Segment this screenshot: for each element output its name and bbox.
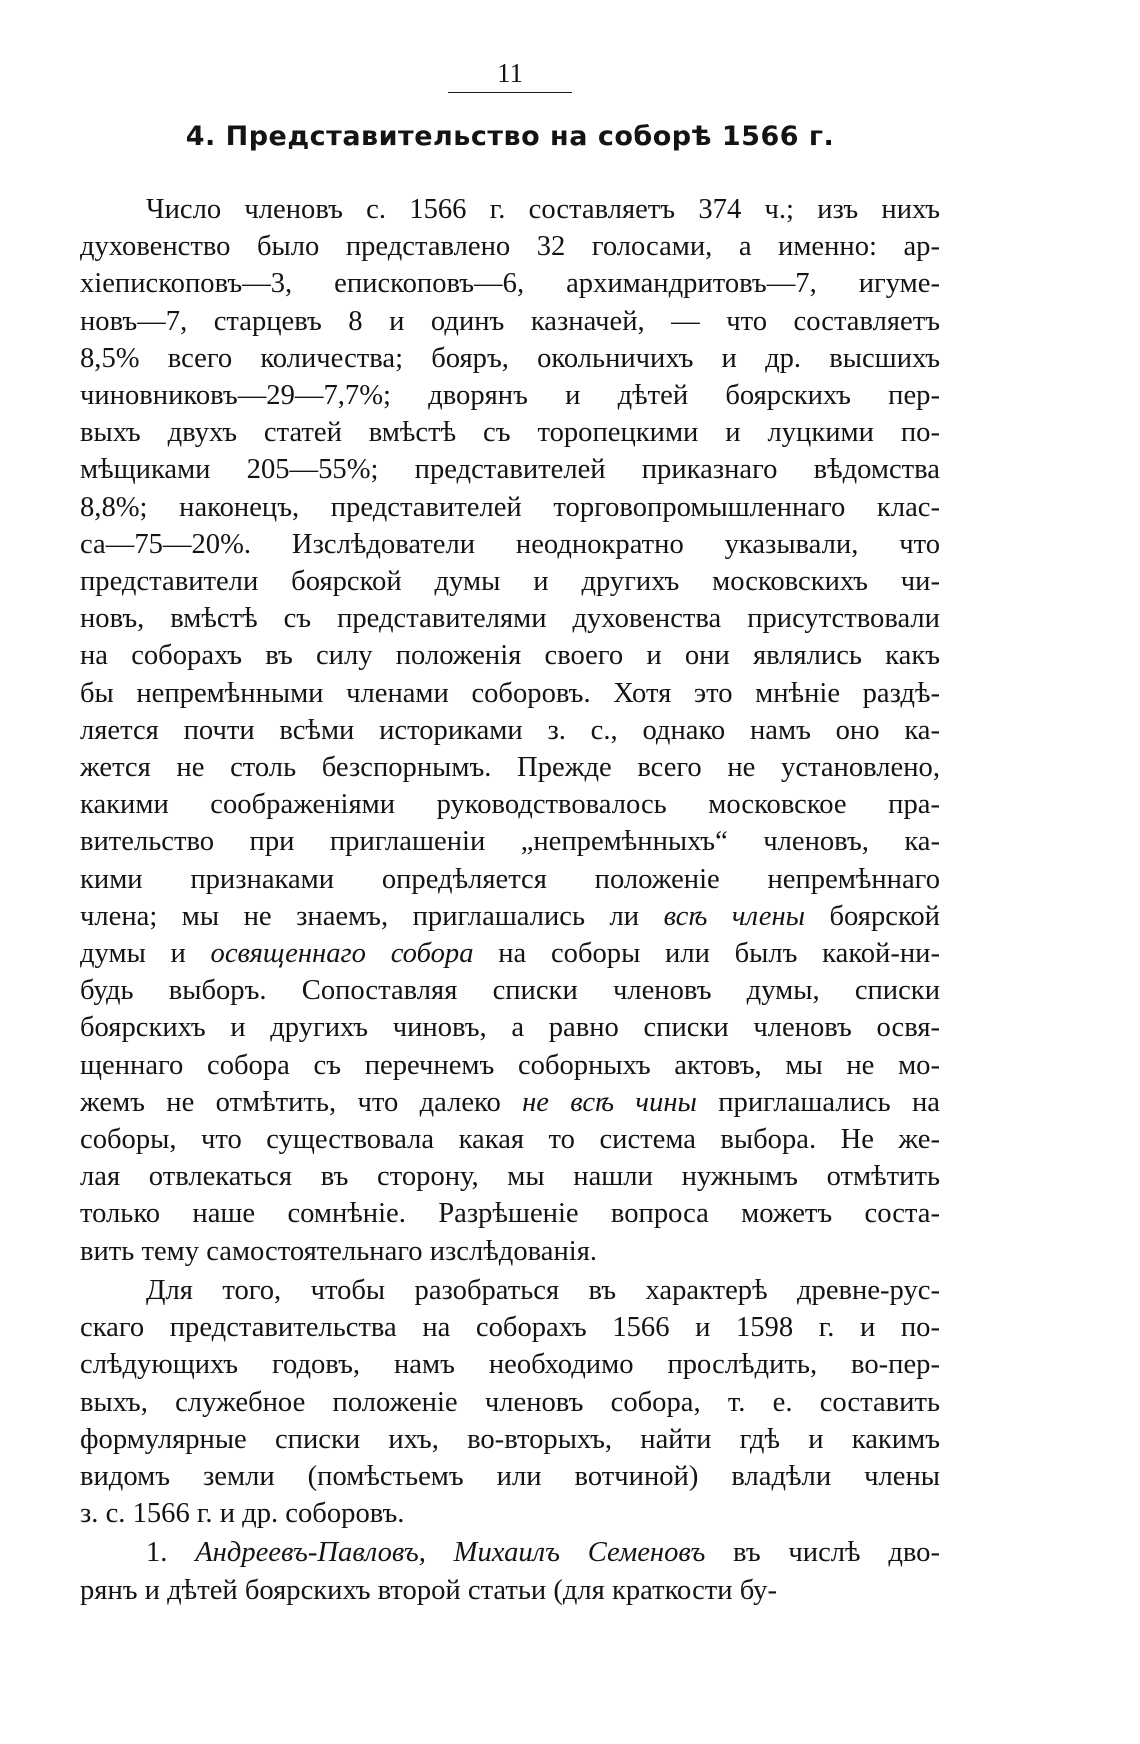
italic-segment: не всѣ чины	[522, 1086, 697, 1118]
text-segment: видомъ земли (помѣстьемъ или вотчиной) владѣли члены	[80, 1460, 940, 1492]
italic-segment: всѣ члены	[663, 900, 805, 932]
paragraph	[80, 1272, 940, 1532]
text-segment: какими соображеніями руководствовалось московское пра-	[80, 789, 940, 821]
text-line	[80, 191, 940, 228]
text-line	[80, 712, 940, 749]
text-segment: будь выборъ. Сопоставляя списки членовъ думы, списки	[80, 975, 940, 1007]
text-segment: бы непремѣнными членами соборовъ. Хотя это мнѣніе раздѣ-	[80, 677, 940, 709]
text-segment: боярской	[805, 900, 940, 932]
page-number: 11	[497, 58, 523, 88]
text-segment: формулярные списки ихъ, во-вторыхъ, найти гдѣ и какимъ	[80, 1423, 940, 1455]
text-segment: рянъ и дѣтей боярскихъ второй статьи (для краткости бу-	[80, 1574, 777, 1606]
text-segment: на соборы или былъ какой-ни-	[473, 938, 940, 970]
text-line	[80, 823, 940, 860]
text-segment: чиновниковъ—29—7,7%; дворянъ и дѣтей боярскихъ пер-	[80, 380, 940, 412]
text-line	[80, 377, 940, 414]
text-segment: хіепископовъ—3, епископовъ—6, архимандритовъ—7, игуме-	[80, 268, 940, 300]
text-line	[80, 1272, 940, 1309]
text-line	[80, 1195, 940, 1232]
text-segment: въ числѣ дво-	[705, 1537, 940, 1569]
text-segment: ляется почти всѣми историками з. с., однако намъ оно ка-	[80, 714, 940, 746]
text-line	[80, 675, 940, 712]
text-line	[80, 1495, 940, 1532]
text-segment: только наше сомнѣніе. Разрѣшеніе вопроса можетъ соста-	[80, 1198, 940, 1230]
paragraph	[80, 191, 940, 1270]
text-segment: новъ—7, старцевъ 8 и одинъ казначей, — что составляетъ	[80, 305, 940, 337]
text-line	[80, 526, 940, 563]
text-segment: вить тему самостоятельнаго изслѣдованія.	[80, 1235, 598, 1267]
text-segment: жется не столь безспорнымъ. Прежде всего не установлено,	[80, 752, 940, 784]
text-segment: выхъ двухъ статей вмѣстѣ съ торопецкими и луцкими по-	[80, 417, 940, 449]
text-segment: Число членовъ с. 1566 г. составляетъ 374 ч.; изъ нихъ	[146, 194, 940, 225]
text-line	[80, 935, 940, 972]
text-segment: з. с. 1566 г. и др. соборовъ.	[80, 1498, 405, 1530]
text-line	[80, 637, 940, 674]
book-page	[80, 58, 940, 1609]
text-segment: Для того, чтобы разобраться въ характерѣ древне-рус-	[146, 1274, 940, 1306]
text-line	[80, 414, 940, 451]
text-segment: думы и	[80, 938, 211, 970]
text-segment: лая отвлекаться въ сторону, мы нашли нужнымъ отмѣтить	[80, 1161, 940, 1193]
text-segment: 8,8%; наконецъ, представителей торговопромышленнаго клас-	[80, 491, 940, 523]
text-line	[80, 972, 940, 1009]
text-line	[80, 265, 940, 302]
text-line	[80, 749, 940, 786]
text-segment: щеннаго собора съ перечнемъ соборныхъ актовъ, мы не мо-	[80, 1049, 940, 1081]
text-segment: 1.	[146, 1537, 196, 1569]
text-segment: члена; мы не знаемъ, приглашались ли	[80, 900, 664, 932]
text-segment: 8,5% всего количества; бояръ, окольничихъ и др. высшихъ	[80, 342, 940, 374]
text-segment: жемъ не отмѣтить, что далеко	[80, 1086, 523, 1118]
text-segment: вительство при приглашеніи „непремѣнныхъ“ членовъ, ка-	[80, 826, 940, 858]
text-line	[80, 898, 940, 935]
text-line	[80, 1233, 940, 1270]
text-line	[80, 1534, 940, 1571]
text-line	[80, 1346, 940, 1383]
text-line	[80, 861, 940, 898]
text-segment: боярскихъ и другихъ чиновъ, а равно списки членовъ освя-	[80, 1012, 940, 1044]
text-segment: са—75—20%. Изслѣдователи неоднократно указывали, что	[80, 528, 940, 560]
text-line	[80, 489, 940, 526]
text-line	[80, 786, 940, 823]
text-line	[80, 1421, 940, 1458]
text-line	[80, 563, 940, 600]
text-segment: духовенство было представлено 32 голосами, а именно: ар-	[80, 231, 940, 263]
text-line	[80, 1047, 940, 1084]
text-line	[80, 1309, 940, 1346]
text-segment: скаго представительства на соборахъ 1566 и 1598 г. и по-	[80, 1312, 940, 1344]
text-line	[80, 451, 940, 488]
text-segment: приглашались на	[696, 1086, 940, 1118]
text-line	[80, 1572, 940, 1609]
paragraph	[80, 1534, 940, 1608]
text-line	[80, 600, 940, 637]
text-segment: кими признаками опредѣляется положеніе непремѣннаго	[80, 863, 940, 895]
text-segment: соборы, что существовала какая то система выбора. Не же-	[80, 1124, 940, 1156]
text-line	[80, 1158, 940, 1195]
text-segment: слѣдующихъ годовъ, намъ необходимо прослѣдить, во-пер-	[80, 1349, 940, 1381]
text-line	[80, 228, 940, 265]
text-line	[80, 340, 940, 377]
text-segment: мѣщиками 205—55%; представителей приказнаго вѣдомства	[80, 454, 940, 486]
text-line	[80, 1384, 940, 1421]
text-line	[80, 303, 940, 340]
body-text	[80, 191, 940, 1609]
text-line	[80, 1121, 940, 1158]
text-line	[80, 1458, 940, 1495]
text-segment: новъ, вмѣстѣ съ представителями духовенства присутствовали	[80, 603, 940, 635]
text-line	[80, 1009, 940, 1046]
section-heading: 4. Представительство на соборѣ 1566 г.	[185, 121, 835, 152]
text-segment: на соборахъ въ силу положенія своего и они являлись какъ	[80, 640, 940, 672]
italic-segment: освященнаго собора	[210, 938, 474, 970]
text-segment: представители боярской думы и другихъ московскихъ чи-	[80, 566, 940, 598]
italic-segment: Андреевъ-Павловъ, Михаилъ Семеновъ	[195, 1537, 706, 1569]
text-line	[80, 1084, 940, 1121]
text-segment: выхъ, служебное положеніе членовъ собора, т. е. составить	[80, 1386, 940, 1418]
page-number-rule	[448, 92, 572, 93]
